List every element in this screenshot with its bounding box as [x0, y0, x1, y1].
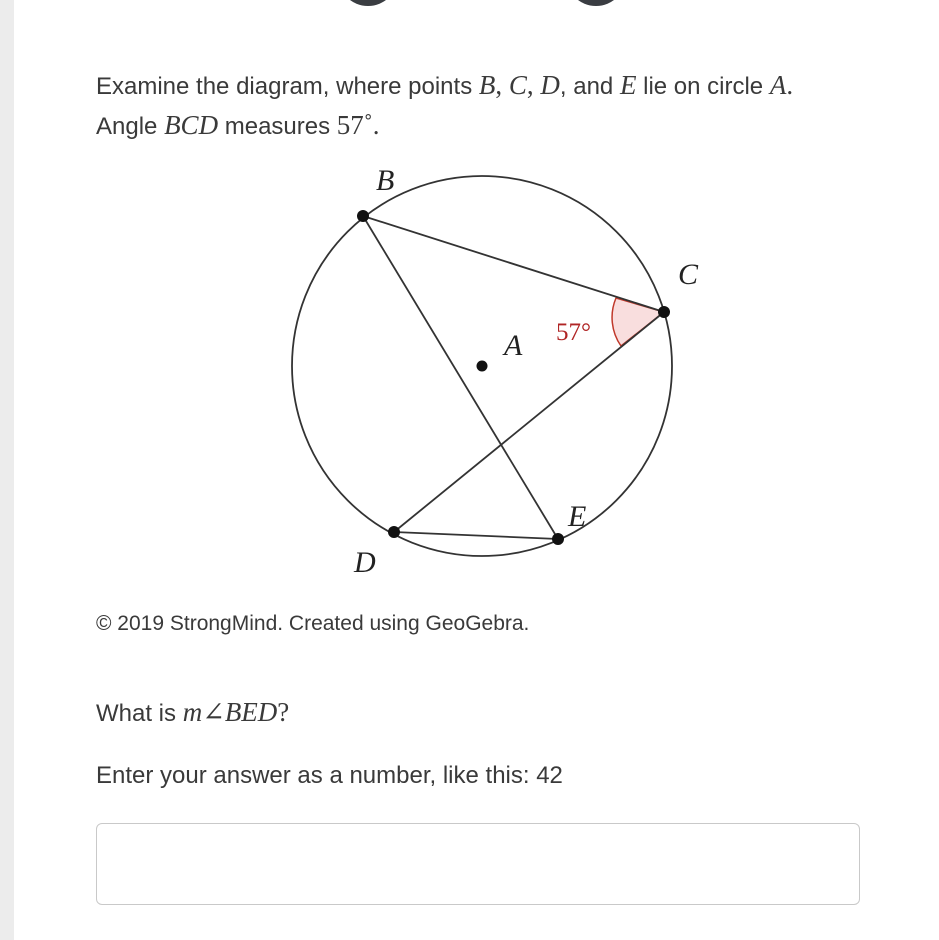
- question-mark: ?: [277, 697, 290, 727]
- nav-button-right[interactable]: [566, 0, 626, 6]
- problem-statement: [96, 66, 886, 146]
- lie-on-text: lie on circle: [636, 73, 770, 100]
- period: .: [786, 70, 794, 100]
- answer-input[interactable]: [96, 823, 860, 905]
- point-e: [552, 533, 564, 545]
- point-b-text: B: [478, 70, 496, 100]
- comma: ,: [526, 70, 541, 100]
- point-c-text: C: [508, 70, 527, 100]
- question-prefix: What is: [96, 700, 183, 727]
- comma: ,: [495, 70, 509, 100]
- center-a: [477, 361, 488, 372]
- intro-text: Examine the diagram, where points: [96, 73, 479, 100]
- angle-value: 57˚: [336, 110, 373, 140]
- segment-de: [394, 532, 558, 539]
- point-c: [658, 306, 670, 318]
- angle-bcd-marker: [612, 298, 664, 346]
- angle-prefix: Angle: [96, 113, 165, 140]
- segment-bc: [363, 216, 664, 312]
- and-text: , and: [559, 73, 620, 100]
- label-c: C: [678, 258, 699, 291]
- circle-diagram: [354, 160, 699, 590]
- segment-cd: [394, 312, 664, 532]
- answer-instruction: Enter your answer as a number, like this: 42: [96, 762, 563, 789]
- nav-button-left[interactable]: [338, 0, 398, 6]
- point-d-text: D: [540, 70, 560, 100]
- label-a: A: [504, 329, 523, 362]
- measure-symbol: m: [182, 697, 203, 727]
- credit-text: © 2019 StrongMind. Created using GeoGebra.: [96, 612, 530, 635]
- point-d: [388, 526, 400, 538]
- point-e-text: E: [619, 70, 637, 100]
- label-b: B: [376, 164, 395, 197]
- left-sidebar-edge: [0, 0, 14, 940]
- measures-text: measures: [218, 113, 337, 140]
- label-e: E: [568, 500, 587, 533]
- angle-symbol: ∠: [202, 697, 225, 727]
- angle-name: BCD: [164, 110, 219, 140]
- period: .: [372, 110, 380, 140]
- segment-be: [363, 216, 558, 539]
- question-prompt: [96, 697, 289, 728]
- circle-a-text: A: [769, 70, 787, 100]
- angle-label: 57°: [556, 319, 591, 346]
- label-d: D: [354, 546, 376, 579]
- angle-bed: BED: [224, 697, 278, 727]
- point-b: [357, 210, 369, 222]
